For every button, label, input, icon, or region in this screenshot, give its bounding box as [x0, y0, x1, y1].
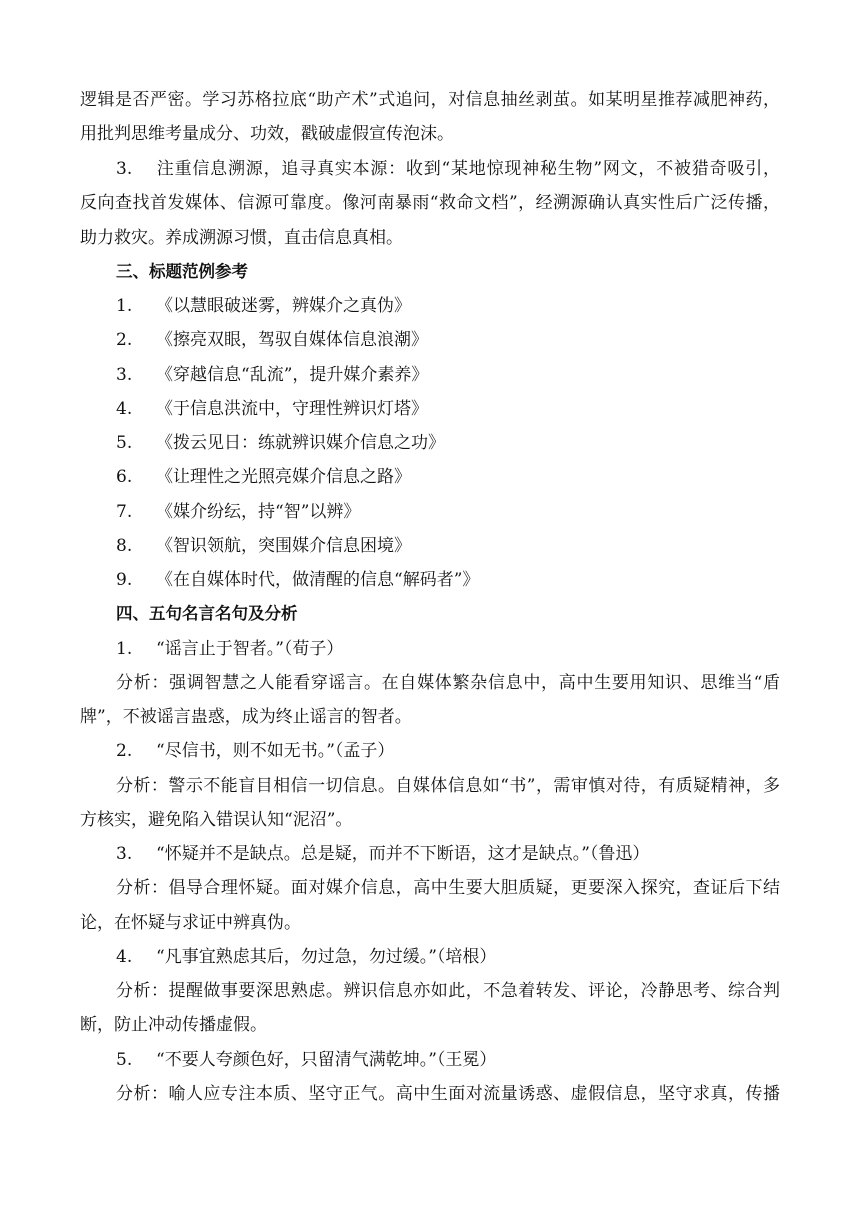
list-item	[116, 330, 816, 350]
item-number: 2.	[116, 741, 133, 761]
analysis-line: 分析：提醒做事要深思熟虑。辨识信息亦如此，不急着转发、评论，冷静思考、综合判	[116, 981, 780, 1001]
analysis-line: 牌”，不被谣言蛊惑，成为终止谣言的智者。	[80, 707, 412, 727]
analysis-line: 分析：强调智慧之人能看穿谣言。在自媒体繁杂信息中，高中生要用知识、思维当“盾	[116, 673, 780, 693]
item-number: 4.	[116, 947, 133, 967]
analysis-line: 分析：警示不能盲目相信一切信息。自媒体信息如“书”，需审慎对待，有质疑精神，多	[116, 776, 780, 796]
item-number: 3.	[116, 365, 133, 385]
item-number: 4.	[116, 399, 133, 419]
quote-line	[116, 639, 816, 659]
item-number: 3.	[116, 844, 133, 864]
quote-text: “不要人夸颜色好，只留清气满乾坤。”（王冕）	[156, 1050, 497, 1070]
quote-line	[116, 947, 816, 967]
item-number: 9.	[116, 570, 133, 590]
item-number: 3.	[116, 159, 133, 179]
item-text: 《智识领航，突围媒介信息困境》	[156, 536, 411, 556]
item-text: 《让理性之光照亮媒介信息之路》	[156, 467, 411, 487]
item-number: 5.	[116, 433, 133, 453]
item-number: 5.	[116, 1050, 133, 1070]
item-text: 《媒介纷纭，持“智”以辨》	[156, 502, 361, 522]
quote-text: “谣言止于智者。”（荀子）	[156, 639, 344, 659]
list-item	[116, 502, 816, 522]
analysis-line: 论，在怀疑与求证中辨真伪。	[80, 913, 301, 933]
list-item	[116, 467, 816, 487]
quote-text: “尽信书，则不如无书。”（孟子）	[156, 741, 395, 761]
item-number: 1.	[116, 296, 133, 316]
list-item	[116, 365, 816, 385]
list-item	[116, 399, 816, 419]
item-text: 《拨云见日：练就辨识媒介信息之功》	[156, 433, 445, 453]
quote-text: “凡事宜熟虑其后，勿过急，勿过缓。”（培根）	[156, 947, 497, 967]
paragraph-text: 注重信息溯源，追寻真实本源：收到“某地惊现神秘生物”网文，不被猎奇吸引，	[156, 159, 780, 179]
item-number: 8.	[116, 536, 133, 556]
analysis-line: 方核实，避免陷入错误认知“泥沼”。	[80, 810, 353, 830]
quote-line	[116, 741, 816, 761]
item-number: 7.	[116, 502, 133, 522]
list-item	[116, 296, 816, 316]
item-number: 6.	[116, 467, 133, 487]
paragraph-line: 助力救灾。养成溯源习惯，直击信息真相。	[80, 228, 403, 248]
list-item	[116, 570, 816, 590]
section-heading: 三、标题范例参考	[116, 262, 248, 281]
item-text: 《在自媒体时代，做清醒的信息“解码者”》	[156, 570, 480, 590]
analysis-line: 分析：喻人应专注本质、坚守正气。高中生面对流量诱惑、虚假信息，坚守求真，传播	[116, 1084, 780, 1104]
quote-line	[116, 1050, 816, 1070]
numbered-paragraph-line	[116, 159, 780, 179]
section-heading: 四、五句名言名句及分析	[116, 604, 298, 623]
analysis-line: 断，防止冲动传播虚假。	[80, 1015, 267, 1035]
item-text: 《以慧眼破迷雾，辨媒介之真伪》	[156, 296, 411, 316]
quote-line	[116, 844, 816, 864]
item-text: 《于信息洪流中，守理性辨识灯塔》	[156, 399, 428, 419]
list-item	[116, 536, 816, 556]
analysis-line: 分析：倡导合理怀疑。面对媒介信息，高中生要大胆质疑，更要深入探究，查证后下结	[116, 878, 780, 898]
paragraph-line: 逻辑是否严密。学习苏格拉底“助产术”式追问，对信息抽丝剥茧。如某明星推荐减肥神药，	[80, 90, 780, 110]
list-item	[116, 433, 816, 453]
item-number: 1.	[116, 639, 133, 659]
paragraph-line: 反向查找首发媒体、信源可靠度。像河南暴雨“救命文档”，经溯源确认真实性后广泛传播，	[80, 193, 780, 213]
item-number: 2.	[116, 330, 133, 350]
paragraph-line: 用批判思维考量成分、功效，戳破虚假宣传泡沫。	[80, 124, 454, 144]
item-text: 《穿越信息“乱流”，提升媒介素养》	[156, 365, 429, 385]
item-text: 《擦亮双眼，驾驭自媒体信息浪潮》	[156, 330, 428, 350]
quote-text: “怀疑并不是缺点。总是疑，而并不下断语，这才是缺点。”（鲁迅）	[156, 844, 650, 864]
